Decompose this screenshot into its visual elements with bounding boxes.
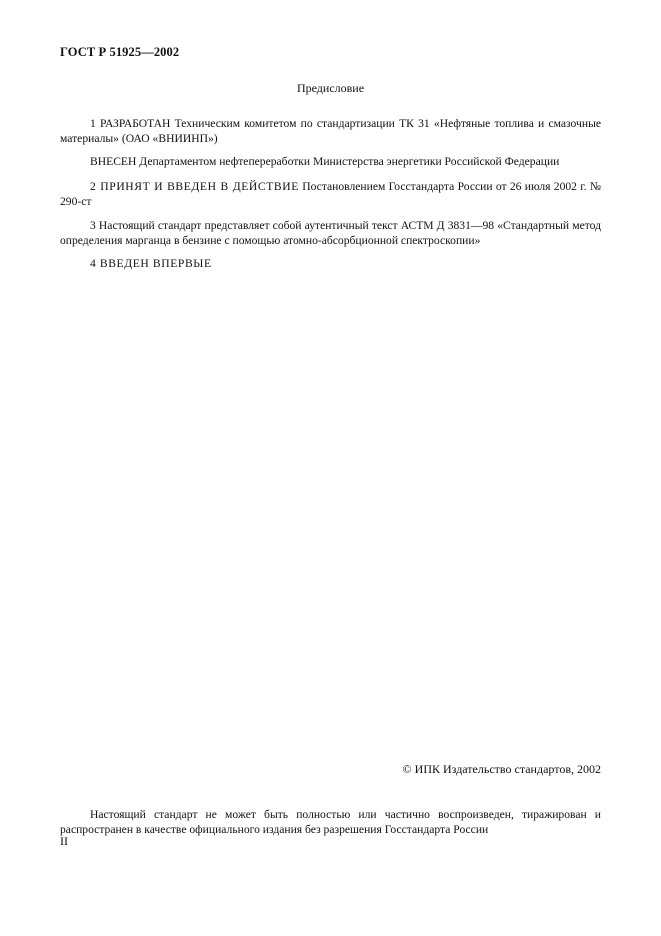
page-number: II <box>60 834 68 848</box>
foreword-title: Предисловие <box>296 81 365 95</box>
foreword-item-introduced <box>60 154 601 170</box>
reproduction-notice: Настоящий стандарт не может быть полностью или частично воспроизведен, тиражирован и распространен в качестве официального издания без разрешения Госстандарта России <box>60 807 601 837</box>
copyright-line: © ИПК Издательство стандартов, 2002 <box>402 762 601 776</box>
foreword-item-text: Департаментом нефтепереработки Министерства энергетики Российской Федерации <box>136 154 560 168</box>
foreword-item-lead: 4 ВВЕДЕН ВПЕРВЫЕ <box>90 256 212 270</box>
foreword-item-lead: 1 РАЗРАБОТАН <box>90 116 171 130</box>
foreword-item-adopted <box>60 179 601 210</box>
foreword-item-text: Техническим комитетом по стандартизации ТК 31 «Нефтяные топлива и смазочные материалы» (ОАО «ВНИИНП») <box>60 116 601 146</box>
foreword-item-lead: 2 ПРИНЯТ И ВВЕДЕН В ДЕЙСТВИЕ <box>90 179 299 193</box>
foreword-item-text: Постановлением Госстандарта России от 26 июля 2002 г. № 290-ст <box>60 179 601 209</box>
foreword-item-lead: ВНЕСЕН <box>90 154 137 168</box>
foreword-item-developed <box>60 116 601 147</box>
standard-code-header: ГОСТ Р 51925—2002 <box>60 45 180 59</box>
foreword-item-authentic-text <box>60 218 601 249</box>
foreword-item-lead: 3 <box>90 218 96 232</box>
foreword-item-first-introduced <box>60 256 601 272</box>
foreword-item-text: Настоящий стандарт представляет собой аутентичный текст АСТМ Д 3831—98 «Стандартный метод определения марганца в бензине с помощью атомно-абсорбционной спектроскопии» <box>60 218 601 248</box>
